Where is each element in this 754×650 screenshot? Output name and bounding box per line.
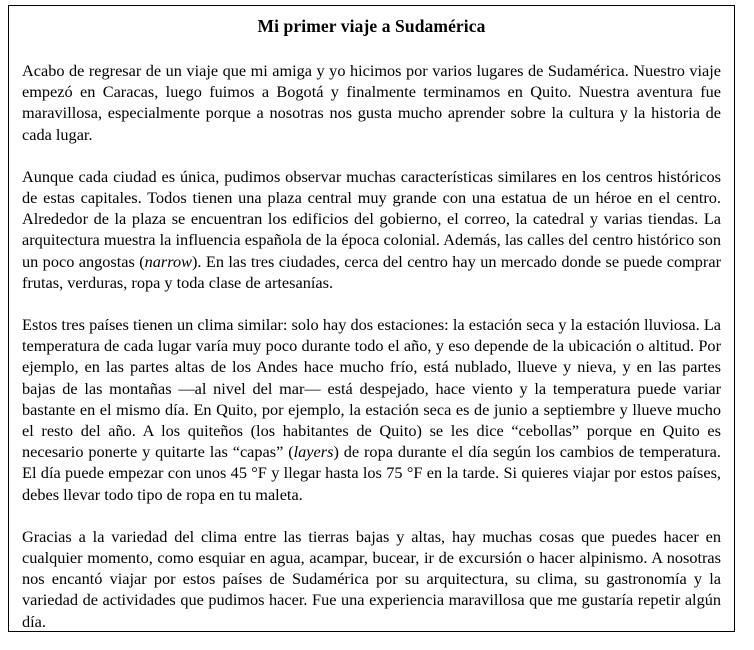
paragraph-spacer-3 [22,505,721,526]
document-content [9,6,734,640]
document-frame [8,5,735,632]
paragraph-spacer-2 [22,293,721,314]
paragraph-1: Acabo de regresar de un viaje que mi amiga y yo hicimos por varios lugares de Sudamérica. Nuestro viaje empezó en Caracas, luego fuimos a Bogotá y finalmente terminamos en Quito. Nuestra aventura fue maravillosa, especialmente porque a nosotras nos gusta mucho aprender sobre la cultura y la historia de cada lugar. [22,61,721,144]
paragraph-4: Gracias a la variedad del clima entre las tierras bajas y altas, hay muchas cosas que puedes hacer en cualquier momento, como esquiar en agua, acampar, bucear, ir de excursión o hacer alpinismo. A nosotras nos encantó viajar por estos países de Sudamérica por su arquitectura, su clima, su gastronomía y la variedad de actividades que pudimos hacer. Fue una experiencia maravillosa que me gustaría repetir algún día. [22,526,721,631]
italic-term: layers [293,442,334,462]
italic-term: narrow [144,251,192,271]
page-title: Mi primer viaje a Sudamérica [257,16,486,36]
title-spacer [22,38,721,60]
paragraph-3: Estos tres países tienen un clima similar: solo hay dos estaciones: la estación seca y la estación lluviosa. La temperatura de cada lugar varía muy poco durante todo el año, y eso depende de la ubicación o altitud. Por ejemplo, en las partes altas de los Andes hace mucho frío, está nublado, llueve y nieva, y en las partes bajas de las montañas —al nivel del mar— está despejado, hace viento y la temperatura puede variar bastante en el mismo día. En Quito, por ejemplo, la estación seca es de junio a septiembre y llueve mucho el resto del año. A los quiteños (los habitantes de Quito) se les dice “cebollas” porque en Quito es necesario ponerte y quitarte las “capas” (layers) de ropa durante el día según los cambios de temperatura. El día puede empezar con unos 45 °F y llegar hasta los 75 °F en la tarde. Si quieres viajar por estos países, debes llevar todo tipo de ropa en tu maleta. [22,315,721,504]
paragraph-2: Aunque cada ciudad es única, pudimos observar muchas características similares en los centros históricos de estas capitales. Todos tienen una plaza central muy grande con una estatua de un héroe en el centro. Alrededor de la plaza se encuentran los edificios del gobierno, el correo, la catedral y varias tiendas. La arquitectura muestra la influencia española de la época colonial. Además, las calles del centro histórico son un poco angostas (narrow). En las tres ciudades, cerca del centro hay un mercado donde se puede comprar frutas, verduras, ropa y toda clase de artesanías. [22,166,721,292]
paragraph-spacer-1 [22,145,721,166]
